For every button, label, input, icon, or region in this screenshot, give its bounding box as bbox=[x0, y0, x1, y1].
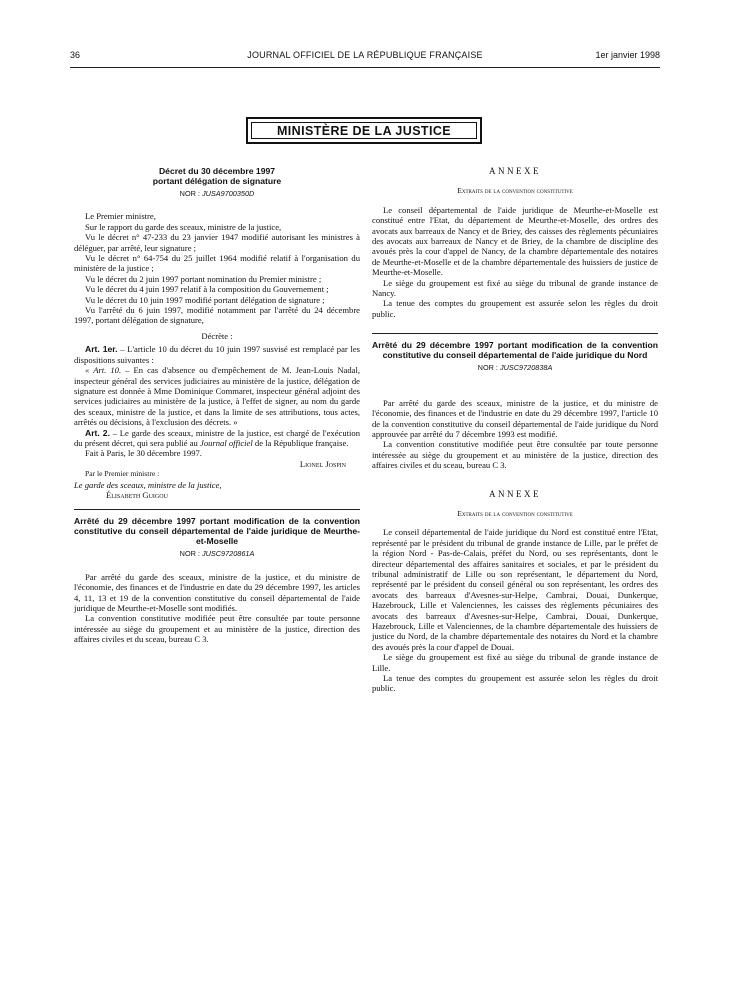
signature-guigou: Élisabeth Guigou bbox=[106, 489, 168, 500]
decret-nor bbox=[74, 189, 360, 199]
garde-des-sceaux-label: Le garde des sceaux, ministre de la justice, bbox=[74, 479, 222, 490]
signature-jospin: Lionel Jospin bbox=[299, 458, 346, 469]
article-2-text-b: de la République française. bbox=[252, 437, 349, 448]
par-le-premier-ministre: Par le Premier ministre : bbox=[85, 469, 160, 479]
section-separator bbox=[74, 509, 360, 510]
extraits-heading: Extraits de la convention constitutive bbox=[457, 186, 573, 196]
article-10-label: « Art. 10. bbox=[85, 365, 122, 376]
spacer bbox=[372, 471, 658, 489]
issue-date: 1er janvier 1998 bbox=[595, 50, 660, 60]
article-1-text: – L'article 10 du décret du 10 juin 1997 susvisé est remplacé par les dispositions suivantes : bbox=[74, 344, 360, 365]
article-1-label: Art. 1er. bbox=[85, 344, 118, 355]
annexe-para: Le siège du groupement est fixé au siège du tribunal de grande instance de Nancy. bbox=[372, 277, 658, 299]
article-2-label: Art. 2. bbox=[85, 427, 110, 438]
spacer bbox=[372, 386, 658, 398]
decret-para: Le Premier ministre, bbox=[85, 211, 156, 222]
fait-a-paris: Fait à Paris, le 30 décembre 1997. bbox=[85, 448, 202, 459]
decret-para: Sur le rapport du garde des sceaux, ministre de la justice, bbox=[85, 221, 282, 232]
decret-para: Vu le décret n° 47-233 du 23 janvier 1947 modifié autorisant les ministres à déléguer, par arrêté, leur signature ; bbox=[74, 232, 360, 253]
annexe-para: Le conseil départemental de l'aide juridique de Meurthe-et-Moselle est constitué entre l'Etat, du département de Meurthe-et-Moselle, des ordres des avocats aux barreaux de Nancy et de Briey, des caisses des règlements pécuniaires des avocats aux barreaux de Nancy et de Briey, de la chambre de discipline des avoués près la cour d'appel de Nancy, de la chambre départementale des notaires de Meurthe-et-Moselle et de la chambre départementale des huissiers de justice de Meurthe-et-Moselle. bbox=[372, 204, 658, 278]
arrete-meurthe-para: La convention constitutive modifiée peut être consultée par toute personne intéressée au siège du groupement et au ministère de la justice, direction des affaires civiles et du sceau, bureau C 3. bbox=[74, 613, 360, 645]
header-rule bbox=[70, 67, 660, 68]
annexe-para: Le conseil départemental de l'aide juridique du Nord est constitué entre l'Etat, représenté par le président du tribunal de grande instance de Lille, par le préfet de la région Nord - Pas-de-Calais, préfet du Nord, ou ses représentants, dont le directeur départemental des affaires sanitaires et sociales, et par le président du tribunal administratif de Lille ou son représentant, le département du Nord, représenté par le président du conseil général ou son représentant, les ordres des avocats des barreaux d'Avesnes-sur-Helpe, Cambrai, Douai, Dunkerque, Hazebrouck, Lille et Valenciennes, les caisses des règlements pécuniaires des avocats des barreaux d'Avesnes-sur-Helpe, Cambrai, Douai, Dunkerque, Hazebrouck, Lille et Valenciennes, de la chambre départementale des huissiers de justice du Nord, de la chambre départementale des notaires du Nord et la chambre des avoués près la cour d'appel de Douai. bbox=[372, 527, 658, 652]
article-2 bbox=[74, 428, 360, 449]
annexe-heading: ANNEXE bbox=[489, 166, 541, 176]
left-column bbox=[74, 166, 360, 645]
annexe-heading: ANNEXE bbox=[489, 488, 541, 499]
decret-para: Vu le décret du 10 juin 1997 modifié portant délégation de signature ; bbox=[85, 294, 325, 305]
nor-code: JUSC9720838A bbox=[499, 363, 553, 373]
nor-code: JUSC9720861A bbox=[201, 549, 255, 559]
article-10-text: – En cas d'absence ou d'empêchement de M. Jean-Louis Nadal, inspecteur général des services judiciaires au ministère de la justice, délégation de signature est donnée à Mme Dominique Commaret, inspecteur général adjoint des services judiciaires au ministère de la justice, à l'effet de signer, au nom du garde des sceaux, ministre de la justice, et dans la limite de ses attributions, tous actes, arrêtés ou décisions, à l'exclusion des décrets. » bbox=[74, 365, 361, 428]
ministry-title: MINISTÈRE DE LA JUSTICE bbox=[276, 124, 452, 138]
arrete-nord-title: Arrêté du 29 décembre 1997 portant modification de la convention constitutive du conseil départemental de l'aide juridique du Nord bbox=[372, 340, 658, 361]
decret-para: Vu l'arrêté du 6 juin 1997, modifié notamment par l'arrêté du 24 décembre 1997, portant délégation de signature, bbox=[74, 305, 360, 326]
arrete-nord-nor bbox=[372, 363, 658, 373]
arrete-nord-para: La convention constitutive modifiée peut être consultée par toute personne intéressée au siège du groupement et au ministère de la justice, direction des affaires civiles et du sceau, bureau C 3. bbox=[372, 439, 658, 471]
page-number: 36 bbox=[70, 50, 81, 60]
nor-label: NOR : bbox=[477, 363, 498, 373]
section-separator bbox=[372, 333, 658, 334]
ministry-banner bbox=[246, 117, 482, 144]
annexe-para: Le siège du groupement est fixé au siège du tribunal de grande instance de Lille. bbox=[372, 652, 658, 673]
decret-para: Vu le décret n° 64-754 du 25 juillet 1964 modifié relatif à l'organisation du ministère de la justice ; bbox=[74, 253, 360, 274]
decret-para: Vu le décret du 2 juin 1997 portant nomination du Premier ministre ; bbox=[85, 273, 322, 284]
right-column bbox=[372, 166, 658, 694]
decret-title-line-1: Décret du 30 décembre 1997 bbox=[158, 166, 276, 176]
annexe-para: La tenue des comptes du groupement est assurée selon les règles du droit public. bbox=[372, 298, 658, 319]
arrete-meurthe-para: Par arrêté du garde des sceaux, ministre de la justice, et du ministre de l'économie, des finances et de l'industrie en date du 29 décembre 1997, les articles 4, 11, 13 et 19 de la convention constitutive du conseil départemental de l'aide juridique de Meurthe-et-Moselle sont modifiés. bbox=[74, 571, 360, 613]
arrete-meurthe-nor bbox=[74, 549, 360, 559]
journal-title: JOURNAL OFFICIEL DE LA RÉPUBLIQUE FRANÇAISE bbox=[247, 50, 483, 60]
nor-label: NOR : bbox=[179, 189, 200, 198]
arrete-meurthe-title: Arrêté du 29 décembre 1997 portant modification de la convention constitutive du conseil départemental de l'aide juridique de Meurthe-et-Moselle bbox=[74, 516, 360, 547]
journal-officiel-ref: Journal officiel bbox=[200, 437, 253, 448]
decret-para: Vu le décret du 4 juin 1997 relatif à la composition du Gouvernement ; bbox=[85, 284, 329, 295]
article-10 bbox=[74, 365, 360, 427]
article-1 bbox=[74, 344, 360, 365]
arrete-nord-para: Par arrêté du garde des sceaux, ministre de la justice, et du ministre de l'économie, des finances et de l'industrie en date du 29 décembre 1997, l'article 10 de la convention constitutive du conseil départemental de l'aide juridique du Nord approuvée par arrêté du 7 décembre 1993 est modifié. bbox=[372, 397, 658, 439]
nor-label: NOR : bbox=[179, 549, 200, 559]
nor-code: JUSA9700350D bbox=[201, 189, 255, 198]
article-2-text-a: – Le garde des sceaux, ministre de la justice, est chargé de l'exécution du présent décret, qui sera publié au bbox=[74, 427, 360, 448]
annexe-para: La tenue des comptes du groupement est assurée selon les règles du droit public. bbox=[372, 673, 658, 694]
decret-title-line-2: portant délégation de signature bbox=[152, 176, 282, 186]
decrete-label: Décrète : bbox=[201, 330, 233, 341]
page-header bbox=[70, 50, 660, 64]
extraits-heading: Extraits de la convention constitutive bbox=[457, 508, 573, 518]
